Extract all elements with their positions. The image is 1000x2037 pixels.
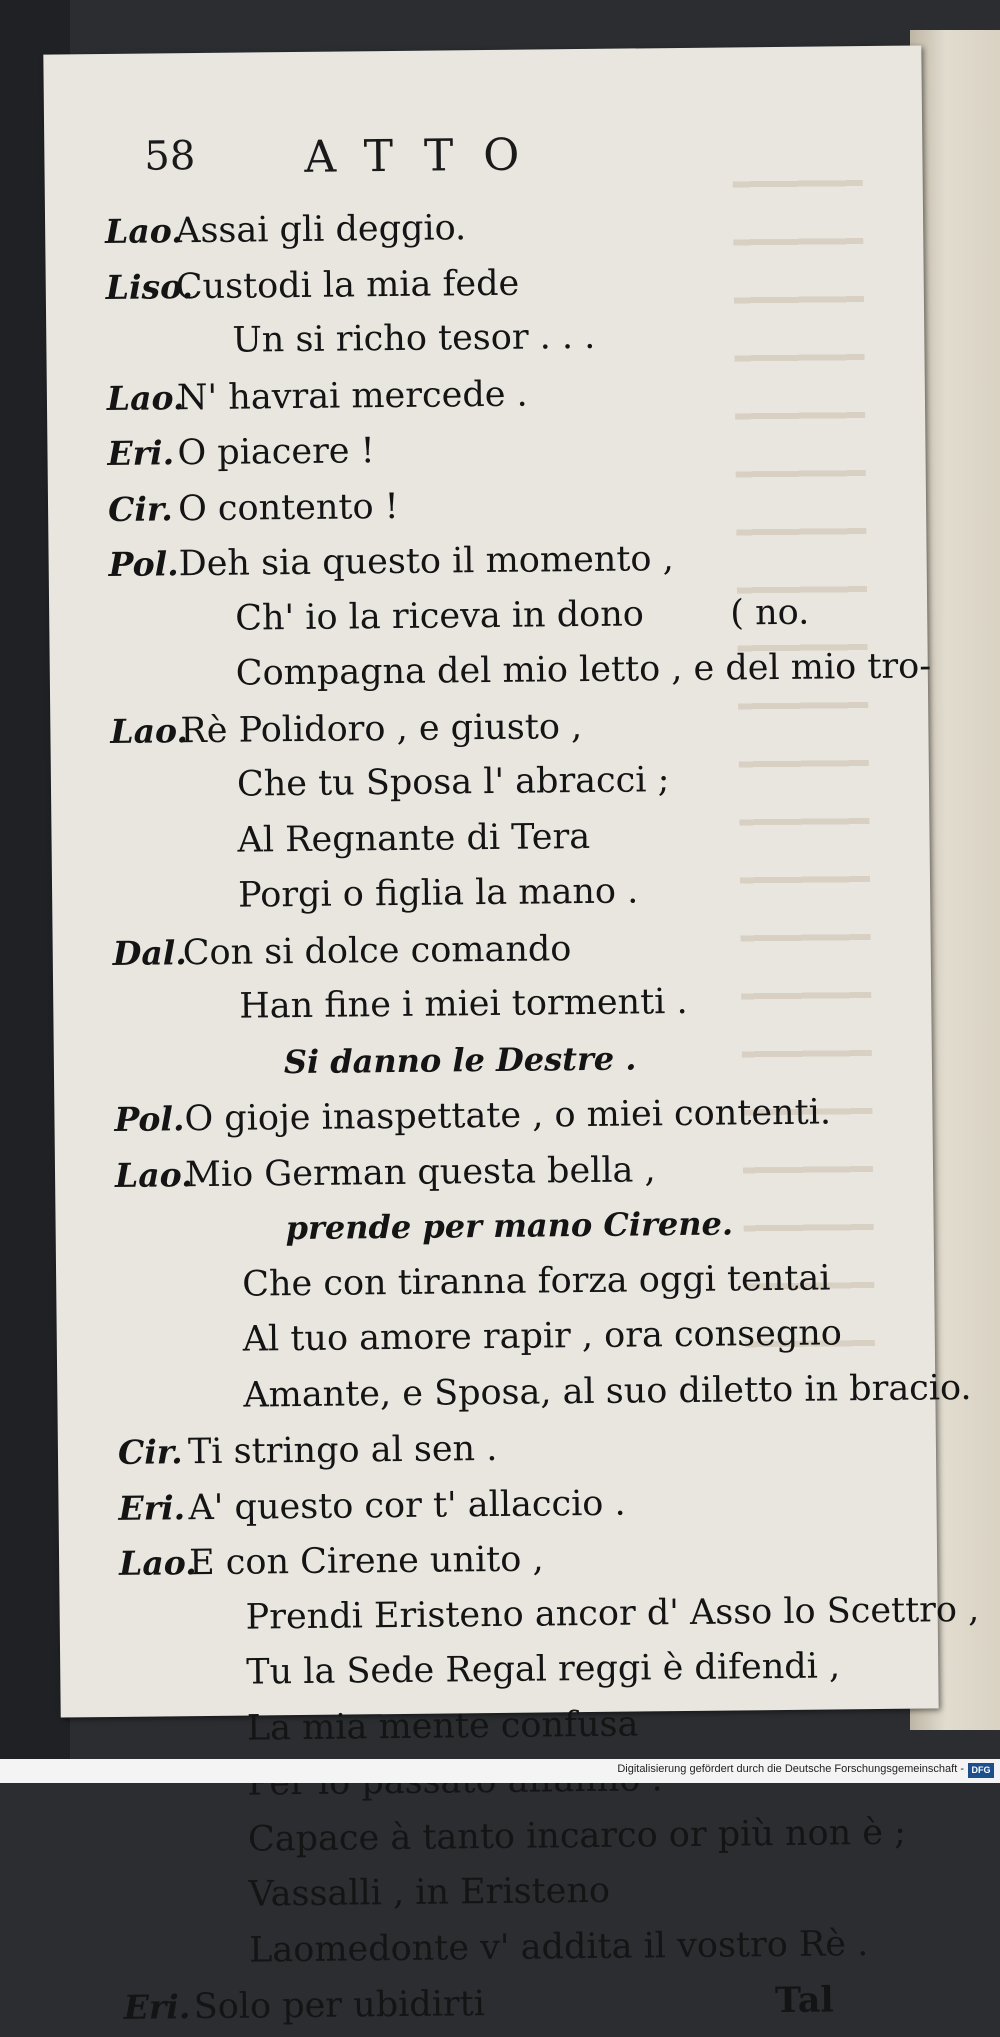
speaker-label: Liso. [105, 266, 194, 307]
text-line [119, 1583, 980, 1647]
speaker-label: Eri. [107, 433, 175, 473]
indent [182, 907, 238, 908]
indent [192, 1795, 248, 1796]
indent [186, 1295, 242, 1296]
turnover-fragment: ( no. [730, 592, 810, 633]
verse-text: O piacere ! [177, 431, 375, 474]
text-line [105, 195, 926, 259]
verse-text: O contento ! [177, 486, 399, 529]
text-line [119, 1527, 940, 1591]
verse-text: Amante, e Sposa, al suo diletto in bracio. [243, 1367, 972, 1416]
speaker-label: Eri. [123, 1987, 191, 2027]
footer-credit: Digitalisierung gefördert durch die Deutsche Forschungsgemeinschaft - [617, 1763, 964, 1775]
text-line [122, 1805, 943, 1869]
text-line [123, 1916, 944, 1980]
speaker-label [116, 1296, 186, 1297]
speaker-label [123, 1962, 193, 1963]
speaker-label: Pol. [108, 544, 179, 584]
verse-text: E con Cirene unito , [188, 1539, 544, 1584]
verse-text: Tu la Sede Regal reggi è difendi , [246, 1646, 841, 1693]
speaker-label [111, 796, 181, 797]
text-line [116, 1250, 937, 1314]
verse-text: Deh sia questo il momento , [178, 539, 674, 585]
speaker-label [117, 1407, 187, 1408]
verse-text: Capace à tanto incarco or più non è ; [247, 1812, 907, 1860]
stage-direction: Si danno le Destre . [283, 1038, 637, 1081]
speaker-label [109, 630, 179, 631]
text-line [111, 806, 932, 870]
verse-text: Mio German questa bella , [184, 1149, 656, 1195]
verse-text: Che con tiranna forza oggi tentai [241, 1257, 831, 1305]
verse-text: Al tuo amore rapir , ora consegno [242, 1313, 843, 1360]
text-line [112, 917, 933, 981]
indent [114, 1073, 284, 1075]
text-line [118, 1472, 939, 1536]
speaker-label [122, 1795, 192, 1796]
catchword: Tal [774, 1979, 834, 2022]
text-line [108, 528, 929, 592]
speaker-label [117, 1351, 187, 1352]
text-line [114, 1028, 935, 1092]
speaker-label [110, 685, 180, 686]
speaker-label: Lao. [118, 1543, 197, 1583]
text-line [111, 750, 932, 814]
verse-text: Solo per ubidirti [193, 1984, 486, 2028]
verse-text: Che tu Sposa l' abracci ; [236, 760, 670, 805]
indent [191, 1739, 247, 1740]
verse-text: Laomedonte v' addita il vostro Rè . [248, 1923, 869, 1971]
text-line [112, 861, 933, 925]
page-header [144, 126, 845, 193]
speaker-label [121, 1740, 191, 1741]
verse-text: Ch' io la riceva in dono [235, 593, 645, 639]
speaker-label: Eri. [118, 1487, 186, 1528]
verse-text: Han fine i miei tormenti . [239, 981, 688, 1027]
verse-text: Un si richo tesor . . . [232, 316, 596, 361]
text-line [114, 1083, 935, 1147]
text-line [122, 1860, 943, 1924]
verse-text: A' questo cor t' allaccio . [188, 1483, 626, 1528]
speaker-label [120, 1684, 190, 1685]
dfg-logo: DFG [968, 1763, 994, 1778]
verse-text: O gioje inaspettate , o miei contenti. [184, 1092, 832, 1140]
speaker-label [112, 852, 182, 853]
speaker-label [120, 1629, 190, 1630]
text-line [109, 584, 930, 648]
indent [181, 796, 237, 797]
speaker-label: Lao. [104, 211, 183, 252]
verse-text: Rè Polidoro , e giusto , [180, 706, 583, 751]
text-line [108, 473, 929, 537]
speaker-label: Cir. [117, 1432, 183, 1472]
page-number: 58 [144, 133, 196, 180]
indent [193, 1961, 249, 1962]
speaker-label: Cir. [107, 488, 173, 529]
text-line [105, 251, 926, 315]
text-line [115, 1194, 936, 1258]
verse-text: Con si dolce comando [182, 928, 572, 973]
speaker-label: Dal. [112, 932, 187, 973]
verse-text: Compagna del mio letto , e del mio tro- [235, 646, 932, 694]
verse-text: Vassalli , in Eristeno [248, 1870, 611, 1915]
speaker-label: Lao. [106, 377, 185, 418]
indent [116, 1239, 286, 1241]
indent [183, 1018, 239, 1019]
verse-text: Prendi Eristeno ancor d' Asso lo Scettro , [245, 1589, 980, 1638]
speaker-label [106, 352, 176, 353]
verse-text: Porgi o figlia la mano . [237, 871, 639, 916]
text-line [115, 1139, 936, 1203]
verse-text: Ti stringo al sen . [187, 1428, 498, 1473]
verse-text: Custodi la mia fede [175, 263, 520, 307]
speaker-label [123, 1906, 193, 1907]
indent [193, 1906, 249, 1907]
digitization-footer [0, 1759, 1000, 1783]
running-head: ATTO [304, 129, 550, 183]
speaker-label [112, 907, 182, 908]
text-line [106, 306, 927, 370]
text-line [113, 972, 934, 1036]
speaker-label: Lao. [110, 710, 189, 751]
text-line [117, 1361, 972, 1425]
text-line [107, 362, 928, 426]
text-line [120, 1638, 941, 1702]
speaker-label: Lao. [114, 1154, 193, 1195]
text-line [121, 1694, 942, 1758]
text-line [110, 695, 931, 759]
speaker-label [113, 1018, 183, 1019]
indent [180, 685, 236, 686]
indent [179, 629, 235, 630]
stage-direction: prende per mano Cirene. [285, 1204, 734, 1248]
text-line [107, 417, 928, 481]
text-line [110, 639, 931, 703]
indent [190, 1628, 246, 1629]
text-line [123, 1971, 944, 2035]
indent [192, 1850, 248, 1851]
text-line [117, 1305, 938, 1369]
speaker-label: Pol. [114, 1099, 185, 1139]
indent [176, 352, 232, 353]
verse-text: La mia mente confusa [246, 1704, 639, 1749]
verse-text: Al Regnante di Tera [237, 816, 591, 861]
text-line [118, 1416, 939, 1480]
indent [187, 1406, 243, 1407]
indent [190, 1684, 246, 1685]
indent [187, 1351, 243, 1352]
verse-text: N' havrai mercede . [176, 374, 528, 418]
verse-text: Assai gli deggio. [174, 208, 467, 252]
indent [182, 851, 238, 852]
speaker-label [122, 1851, 192, 1852]
